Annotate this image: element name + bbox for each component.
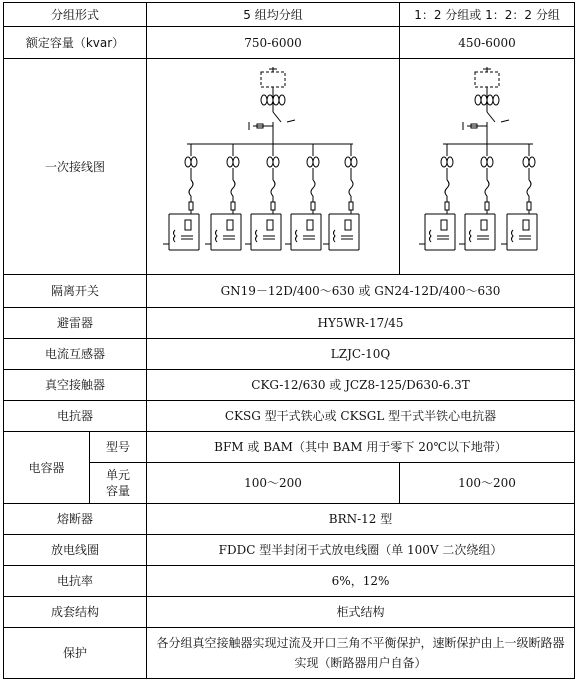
isolator-value: GN19－12D/400～630 或 GN24-12D/400～630 [147,275,575,308]
capacity-a: 750-6000 [147,27,400,59]
ct-symbol [307,157,313,167]
reactor-symbol [485,180,489,196]
unit-label-line-2: 容量 [106,484,131,498]
ct-symbol [345,157,351,167]
label-structure: 成套结构 [4,597,147,628]
row-isolator [4,275,575,308]
discharge-value: FDDC 型半封闭干式放电线圈（单 100V 二次绕组） [147,535,575,566]
fuse-symbol [349,202,353,210]
arrester-symbol [287,120,295,122]
reactor-symbol [527,180,531,196]
reactor-value: CKSG 型干式铁心或 CKSGL 型干式半铁心电抗器 [147,401,575,432]
row-grouping [4,3,575,27]
structure-value: 柜式结构 [147,597,575,628]
label-grouping: 分组形式 [4,3,147,27]
fuse-symbol [485,202,489,210]
label-ct: 电流互感器 [4,339,147,370]
row-capacitor-unit [4,463,575,504]
unit-label-line-1: 单元 [106,468,131,482]
label-reactor: 电抗器 [4,401,147,432]
arrester-value: HY5WR-17/45 [147,308,575,339]
discharge-coil-symbol [430,230,432,242]
capacity-b: 450-6000 [400,27,575,59]
label-discharge: 放电线圈 [4,535,147,566]
row-capacitor-model [4,432,575,463]
capacitor-unit [185,220,191,230]
ct-symbol [279,95,285,105]
capacitor-unit [345,220,351,230]
discharge-coil-symbol [216,230,218,242]
ct-symbol [493,95,499,105]
reactor-symbol [231,180,235,196]
diagram-a-cell [147,59,400,275]
row-discharge [4,535,575,566]
row-fuse [4,504,575,535]
label-ratio: 电抗率 [4,566,147,597]
cabinet-dashed-box [475,72,499,87]
discharge-coil-symbol [256,230,258,242]
wiring-diagram-1-2-groups [407,64,567,270]
label-capacitor-model: 型号 [90,432,147,463]
col-b-header: 1：2 分组或 1：2：2 分组 [400,3,575,27]
ct-symbol [481,157,487,167]
arrester-symbol [501,120,509,122]
ratio-value: 6%，12% [147,566,575,597]
isolator-switch [487,112,495,122]
capacitor-unit [523,220,529,230]
ct-symbol [487,157,493,167]
reactor-symbol [445,180,449,196]
ct-symbol [529,157,535,167]
ct-symbol [523,157,529,167]
col-a-header: 5 组均分组 [147,3,400,27]
row-ct [4,339,575,370]
diagram-b-cell [400,59,575,275]
fuse-symbol [189,202,193,210]
label-arrester: 避雷器 [4,308,147,339]
capacitor-unit [441,220,447,230]
row-arrester [4,308,575,339]
fuse-symbol [445,202,449,210]
wiring-diagram-5-groups [153,64,393,270]
unit-capacity-b: 100～200 [400,463,575,504]
discharge-coil-symbol [470,230,472,242]
row-reactor [4,401,575,432]
ct-symbol [487,95,493,105]
reactor-symbol [311,180,315,196]
isolator-switch [273,112,281,122]
spec-table [3,2,575,679]
reactor-symbol [271,180,275,196]
ct-symbol [447,157,453,167]
label-diagram: 一次接线图 [4,59,147,275]
ct-symbol [475,95,481,105]
label-contactor: 真空接触器 [4,370,147,401]
capacitor-unit [307,220,313,230]
capacitor-unit [481,220,487,230]
fuse-symbol [231,202,235,210]
ct-symbol [267,157,273,167]
row-structure [4,597,575,628]
discharge-coil-symbol [334,230,336,242]
ct-symbol [191,157,197,167]
unit-capacity-a: 100～200 [147,463,400,504]
discharge-coil-symbol [296,230,298,242]
ct-symbol [233,157,239,167]
row-contactor [4,370,575,401]
label-unit-capacity [90,463,147,504]
ct-symbol [267,95,273,105]
fuse-value: BRN-12 型 [147,504,575,535]
fuse-symbol [527,202,531,210]
ct-value: LZJC-10Q [147,339,575,370]
ct-symbol [227,157,233,167]
cabinet-dashed-box [261,72,285,87]
label-fuse: 熔断器 [4,504,147,535]
discharge-coil-symbol [174,230,176,242]
capacitor-unit [227,220,233,230]
contactor-value: CKG-12/630 或 JCZ8-125/D630-6.3T [147,370,575,401]
label-isolator: 隔离开关 [4,275,147,308]
ct-symbol [261,95,267,105]
ct-symbol [313,157,319,167]
protection-value: 各分组真空接触器实现过流及开口三角不平衡保护，速断保护由上一级断路器实现（断路器用户自备） [147,628,575,679]
capacitor-unit [267,220,273,230]
ct-symbol [481,95,487,105]
row-protection [4,628,575,679]
reactor-symbol [349,180,353,196]
row-ratio [4,566,575,597]
row-capacity [4,27,575,59]
fuse-symbol [271,202,275,210]
ct-symbol [441,157,447,167]
fuse-symbol [311,202,315,210]
label-protection: 保护 [4,628,147,679]
capacitor-model-value: BFM 或 BAM（其中 BAM 用于零下 20℃以下地带） [147,432,575,463]
row-diagram [4,59,575,275]
label-capacitor: 电容器 [4,432,90,504]
discharge-coil-symbol [512,230,514,242]
ct-symbol [351,157,357,167]
label-capacity: 额定容量（kvar） [4,27,147,59]
ct-symbol [273,157,279,167]
ct-symbol [185,157,191,167]
reactor-symbol [189,180,193,196]
ct-symbol [273,95,279,105]
